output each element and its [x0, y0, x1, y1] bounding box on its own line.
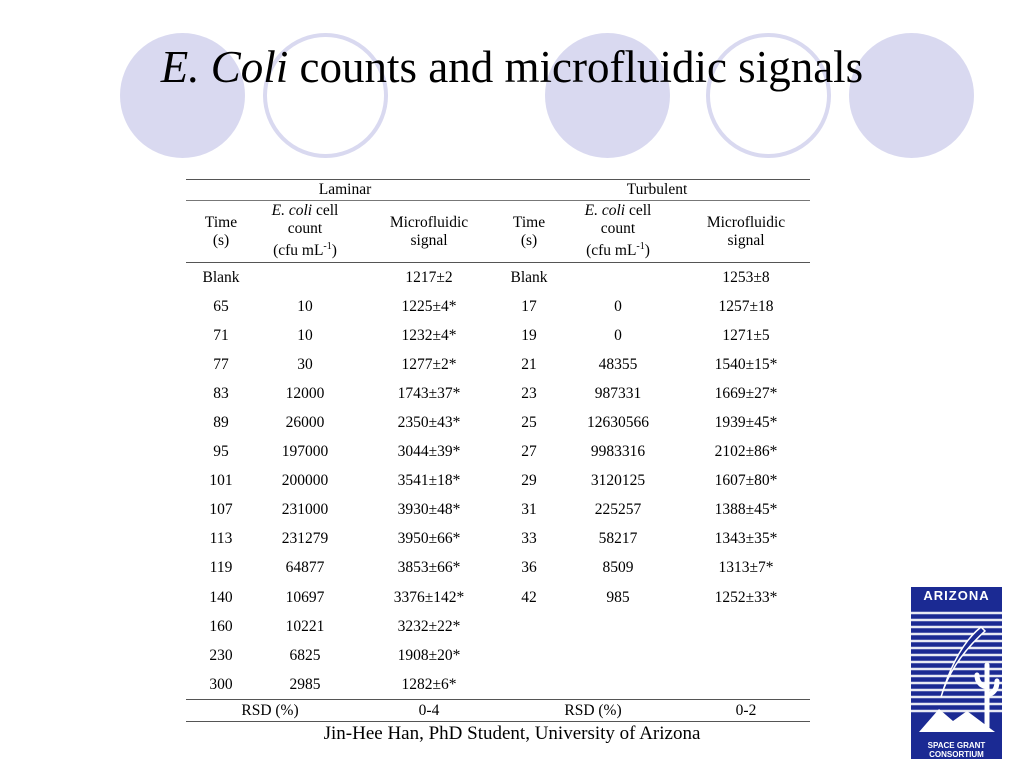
cell-count-turbulent [554, 670, 682, 700]
cell-count-laminar: 10 [297, 297, 313, 315]
header-count-turbulent: E. coli cell count (cfu $mL^{-1}$) [554, 201, 682, 263]
data-table-container [186, 179, 810, 722]
table-row [186, 612, 810, 641]
cell-count-laminar: 231000 [281, 501, 329, 519]
table-row [186, 554, 810, 583]
cell-signal-laminar: 1225±4* [401, 297, 457, 315]
cell-signal-laminar: 1232±4* [401, 326, 457, 344]
cell-time-turbulent [504, 612, 554, 641]
table-row [186, 263, 810, 293]
cell-time-turbulent: 33 [521, 530, 537, 548]
cell-count-laminar: 10 [297, 326, 313, 344]
cell-time-turbulent: 21 [521, 355, 537, 373]
cell-signal-laminar: 2350±43* [397, 414, 461, 432]
table-row [186, 670, 810, 700]
cell-count-turbulent: 987331 [594, 384, 642, 402]
table-row [186, 350, 810, 379]
logo-top-text: ARIZONA [923, 588, 990, 603]
cell-count-laminar: 2985 [289, 675, 321, 693]
cell-signal-laminar: 1282±6* [401, 675, 457, 693]
group-turbulent: Turbulent [504, 180, 810, 201]
cell-count-turbulent: 12630566 [587, 414, 649, 432]
cell-count-laminar: 197000 [281, 443, 329, 461]
cell-signal-turbulent: 2102±86* [714, 443, 778, 461]
cell-signal-turbulent: 1607±80* [714, 472, 778, 490]
cell-signal-turbulent: 1313±7* [718, 559, 774, 577]
cell-signal-laminar: 3541±18* [397, 472, 461, 490]
table-row [186, 292, 810, 321]
cell-signal-laminar: 3044±39* [397, 443, 461, 461]
cell-signal-turbulent: 1253±8 [722, 268, 770, 286]
cell-signal-laminar: 3930±48* [397, 501, 461, 519]
cell-signal-turbulent [682, 641, 810, 670]
cell-count-laminar: 231279 [281, 530, 329, 548]
cell-signal-laminar: 3232±22* [397, 617, 461, 635]
cell-time-laminar: 101 [209, 472, 233, 490]
column-header-row [186, 201, 810, 263]
cell-time-laminar: 77 [213, 355, 229, 373]
cell-count-turbulent: 985 [606, 588, 630, 606]
cell-count-laminar: 64877 [285, 559, 325, 577]
slide-title [100, 42, 924, 92]
cell-count-turbulent: 9983316 [590, 443, 646, 461]
rsd-turbulent-value: 0-2 [682, 700, 810, 722]
cell-count-turbulent: 3120125 [590, 472, 646, 490]
cell-time-laminar: Blank [202, 268, 240, 286]
cell-signal-laminar: 1908±20* [397, 646, 461, 664]
table-row [186, 641, 810, 670]
cell-signal-laminar: 3853±66* [397, 559, 461, 577]
cell-time-turbulent: 19 [521, 326, 537, 344]
table-row [186, 583, 810, 612]
cell-time-laminar: 71 [213, 326, 229, 344]
cell-count-laminar: 12000 [285, 384, 325, 402]
cell-time-laminar: 65 [213, 297, 229, 315]
cell-count-turbulent: 58217 [598, 530, 638, 548]
header-time-turbulent: Time (s) [504, 201, 554, 263]
title-rest: counts and microfluidic signals [288, 42, 864, 92]
cell-signal-turbulent [682, 612, 810, 641]
cell-signal-laminar: 1277±2* [401, 355, 457, 373]
cell-time-laminar: 95 [213, 443, 229, 461]
header-signal-turbulent: Microfluidic signal [682, 201, 810, 263]
cell-time-laminar: 119 [209, 559, 233, 577]
cell-count-turbulent [554, 641, 682, 670]
cell-count-laminar [256, 263, 354, 293]
header-time-laminar: Time (s) [186, 201, 256, 263]
logo-bottom-text: SPACE GRANT CONSORTIUM [927, 741, 986, 759]
cell-time-laminar: 140 [209, 588, 233, 606]
table-row [186, 496, 810, 525]
table-row [186, 467, 810, 496]
cell-time-laminar: 300 [209, 675, 233, 693]
cell-signal-turbulent: 1540±15* [714, 355, 778, 373]
cell-time-turbulent: 29 [521, 472, 537, 490]
table-row [186, 321, 810, 350]
cell-count-laminar: 30 [297, 355, 313, 373]
group-laminar: Laminar [186, 180, 504, 201]
cell-time-turbulent: 36 [521, 559, 537, 577]
cell-time-turbulent: 17 [521, 297, 537, 315]
cell-count-laminar: 10221 [285, 617, 325, 635]
table-row [186, 408, 810, 437]
table-row [186, 438, 810, 467]
header-signal-laminar: Microfluidic signal [354, 201, 504, 263]
cell-time-turbulent: 25 [521, 414, 537, 432]
cell-time-turbulent: 23 [521, 384, 537, 402]
cell-signal-turbulent: 1252±33* [714, 588, 778, 606]
header-count-laminar: E. coli cell count (cfu $mL^{-1}$) [256, 201, 354, 263]
cell-signal-laminar: 3950±66* [397, 530, 461, 548]
cell-time-turbulent: 42 [521, 588, 537, 606]
cell-signal-turbulent [682, 670, 810, 700]
cell-count-turbulent [554, 263, 682, 293]
cell-signal-laminar: 3376±142* [393, 588, 465, 606]
cell-count-turbulent: 48355 [598, 355, 638, 373]
title-italic: E. Coli [160, 42, 289, 92]
cell-count-laminar: 10697 [285, 588, 325, 606]
footer-credit: Jin-Hee Han, PhD Student, University of Arizona [323, 723, 701, 744]
cell-count-laminar: 200000 [281, 472, 329, 490]
cell-count-turbulent [554, 612, 682, 641]
cell-signal-turbulent: 1257±18 [718, 297, 774, 315]
rsd-laminar-label: RSD (%) [186, 700, 354, 722]
cell-time-laminar: 113 [209, 530, 233, 548]
cell-count-turbulent: 8509 [602, 559, 634, 577]
cell-time-laminar: 89 [213, 414, 229, 432]
cell-signal-laminar: 1743±37* [397, 384, 461, 402]
cell-count-turbulent: 225257 [594, 501, 642, 519]
cell-time-turbulent: 31 [521, 501, 537, 519]
data-table [186, 179, 810, 722]
table-row [186, 525, 810, 554]
rsd-turbulent-label: RSD (%) [504, 700, 682, 722]
cell-time-turbulent: 27 [521, 443, 537, 461]
cell-signal-turbulent: 1669±27* [714, 384, 778, 402]
table-row [186, 379, 810, 408]
cell-time-laminar: 83 [213, 384, 229, 402]
cell-count-turbulent: 0 [614, 297, 622, 315]
cell-time-laminar: 107 [209, 501, 233, 519]
cell-count-laminar: 6825 [289, 646, 321, 664]
cell-time-laminar: 160 [209, 617, 233, 635]
cell-time-turbulent [504, 641, 554, 670]
cell-count-turbulent: 0 [614, 326, 622, 344]
cell-signal-turbulent: 1388±45* [714, 501, 778, 519]
rsd-row [186, 700, 810, 722]
group-header-row [186, 180, 810, 201]
cell-time-turbulent: Blank [510, 268, 548, 286]
cell-count-laminar: 26000 [285, 414, 325, 432]
cell-signal-laminar: 1217±2 [405, 268, 453, 286]
rsd-laminar-value: 0-4 [354, 700, 504, 722]
cell-time-turbulent [504, 670, 554, 700]
cell-signal-turbulent: 1343±35* [714, 530, 778, 548]
cell-signal-turbulent: 1271±5 [722, 326, 770, 344]
cell-time-laminar: 230 [209, 646, 233, 664]
cell-signal-turbulent: 1939±45* [714, 414, 778, 432]
